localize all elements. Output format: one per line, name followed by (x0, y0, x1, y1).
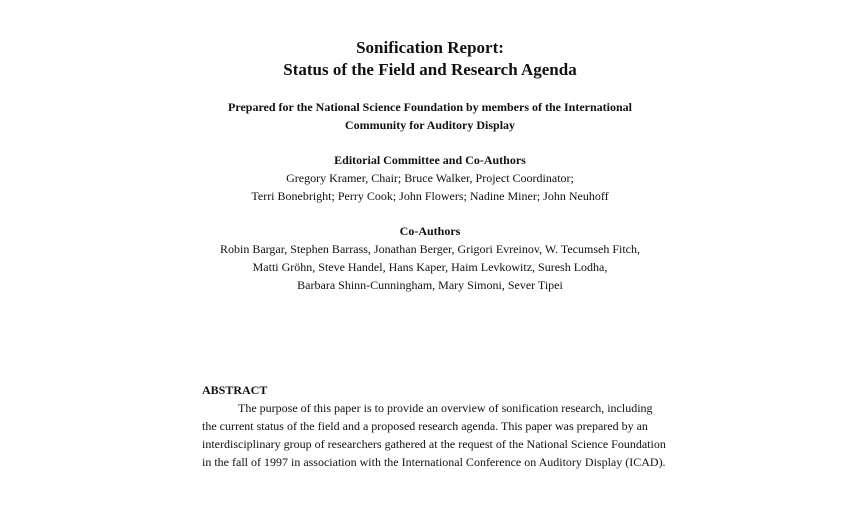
abstract-line-1: The purpose of this paper is to provide an overview of sonification research, including (238, 401, 653, 415)
coauthors-heading: Co-Authors (399, 224, 461, 238)
title-line-2: Status of the Field and Research Agenda (283, 60, 577, 79)
prepared-line-1: Prepared for the National Science Foundation by members of the International (228, 100, 632, 114)
coauthors-names-line-1: Robin Bargar, Stephen Barrass, Jonathan Berger, Grigori Evreinov, W. Tecumseh Fitch, (219, 242, 640, 256)
abstract-line-4: in the fall of 1997 in association with the International Conference on Auditory Display (ICAD). (202, 455, 666, 469)
editorial-names-line-1: Gregory Kramer, Chair; Bruce Walker, Project Coordinator; (286, 171, 574, 185)
prepared-line-2: Community for Auditory Display (344, 118, 516, 132)
coauthors-names-line-2: Matti Gröhn, Steve Handel, Hans Kaper, Haim Levkowitz, Suresh Lodha, (252, 260, 608, 274)
abstract-heading: ABSTRACT (202, 383, 268, 397)
title-line-1: Sonification Report: (356, 38, 504, 57)
editorial-names-line-2: Terri Bonebright; Perry Cook; John Flowers; Nadine Miner; John Neuhoff (251, 189, 609, 203)
coauthors-names-line-3: Barbara Shinn-Cunningham, Mary Simoni, Sever Tipei (297, 278, 563, 292)
abstract-line-2: the current status of the field and a proposed research agenda. This paper was prepared by an (202, 419, 648, 433)
editorial-heading: Editorial Committee and Co-Authors (334, 153, 526, 167)
abstract-line-3: interdisciplinary group of researchers gathered at the request of the National Science Foundation (202, 437, 666, 451)
